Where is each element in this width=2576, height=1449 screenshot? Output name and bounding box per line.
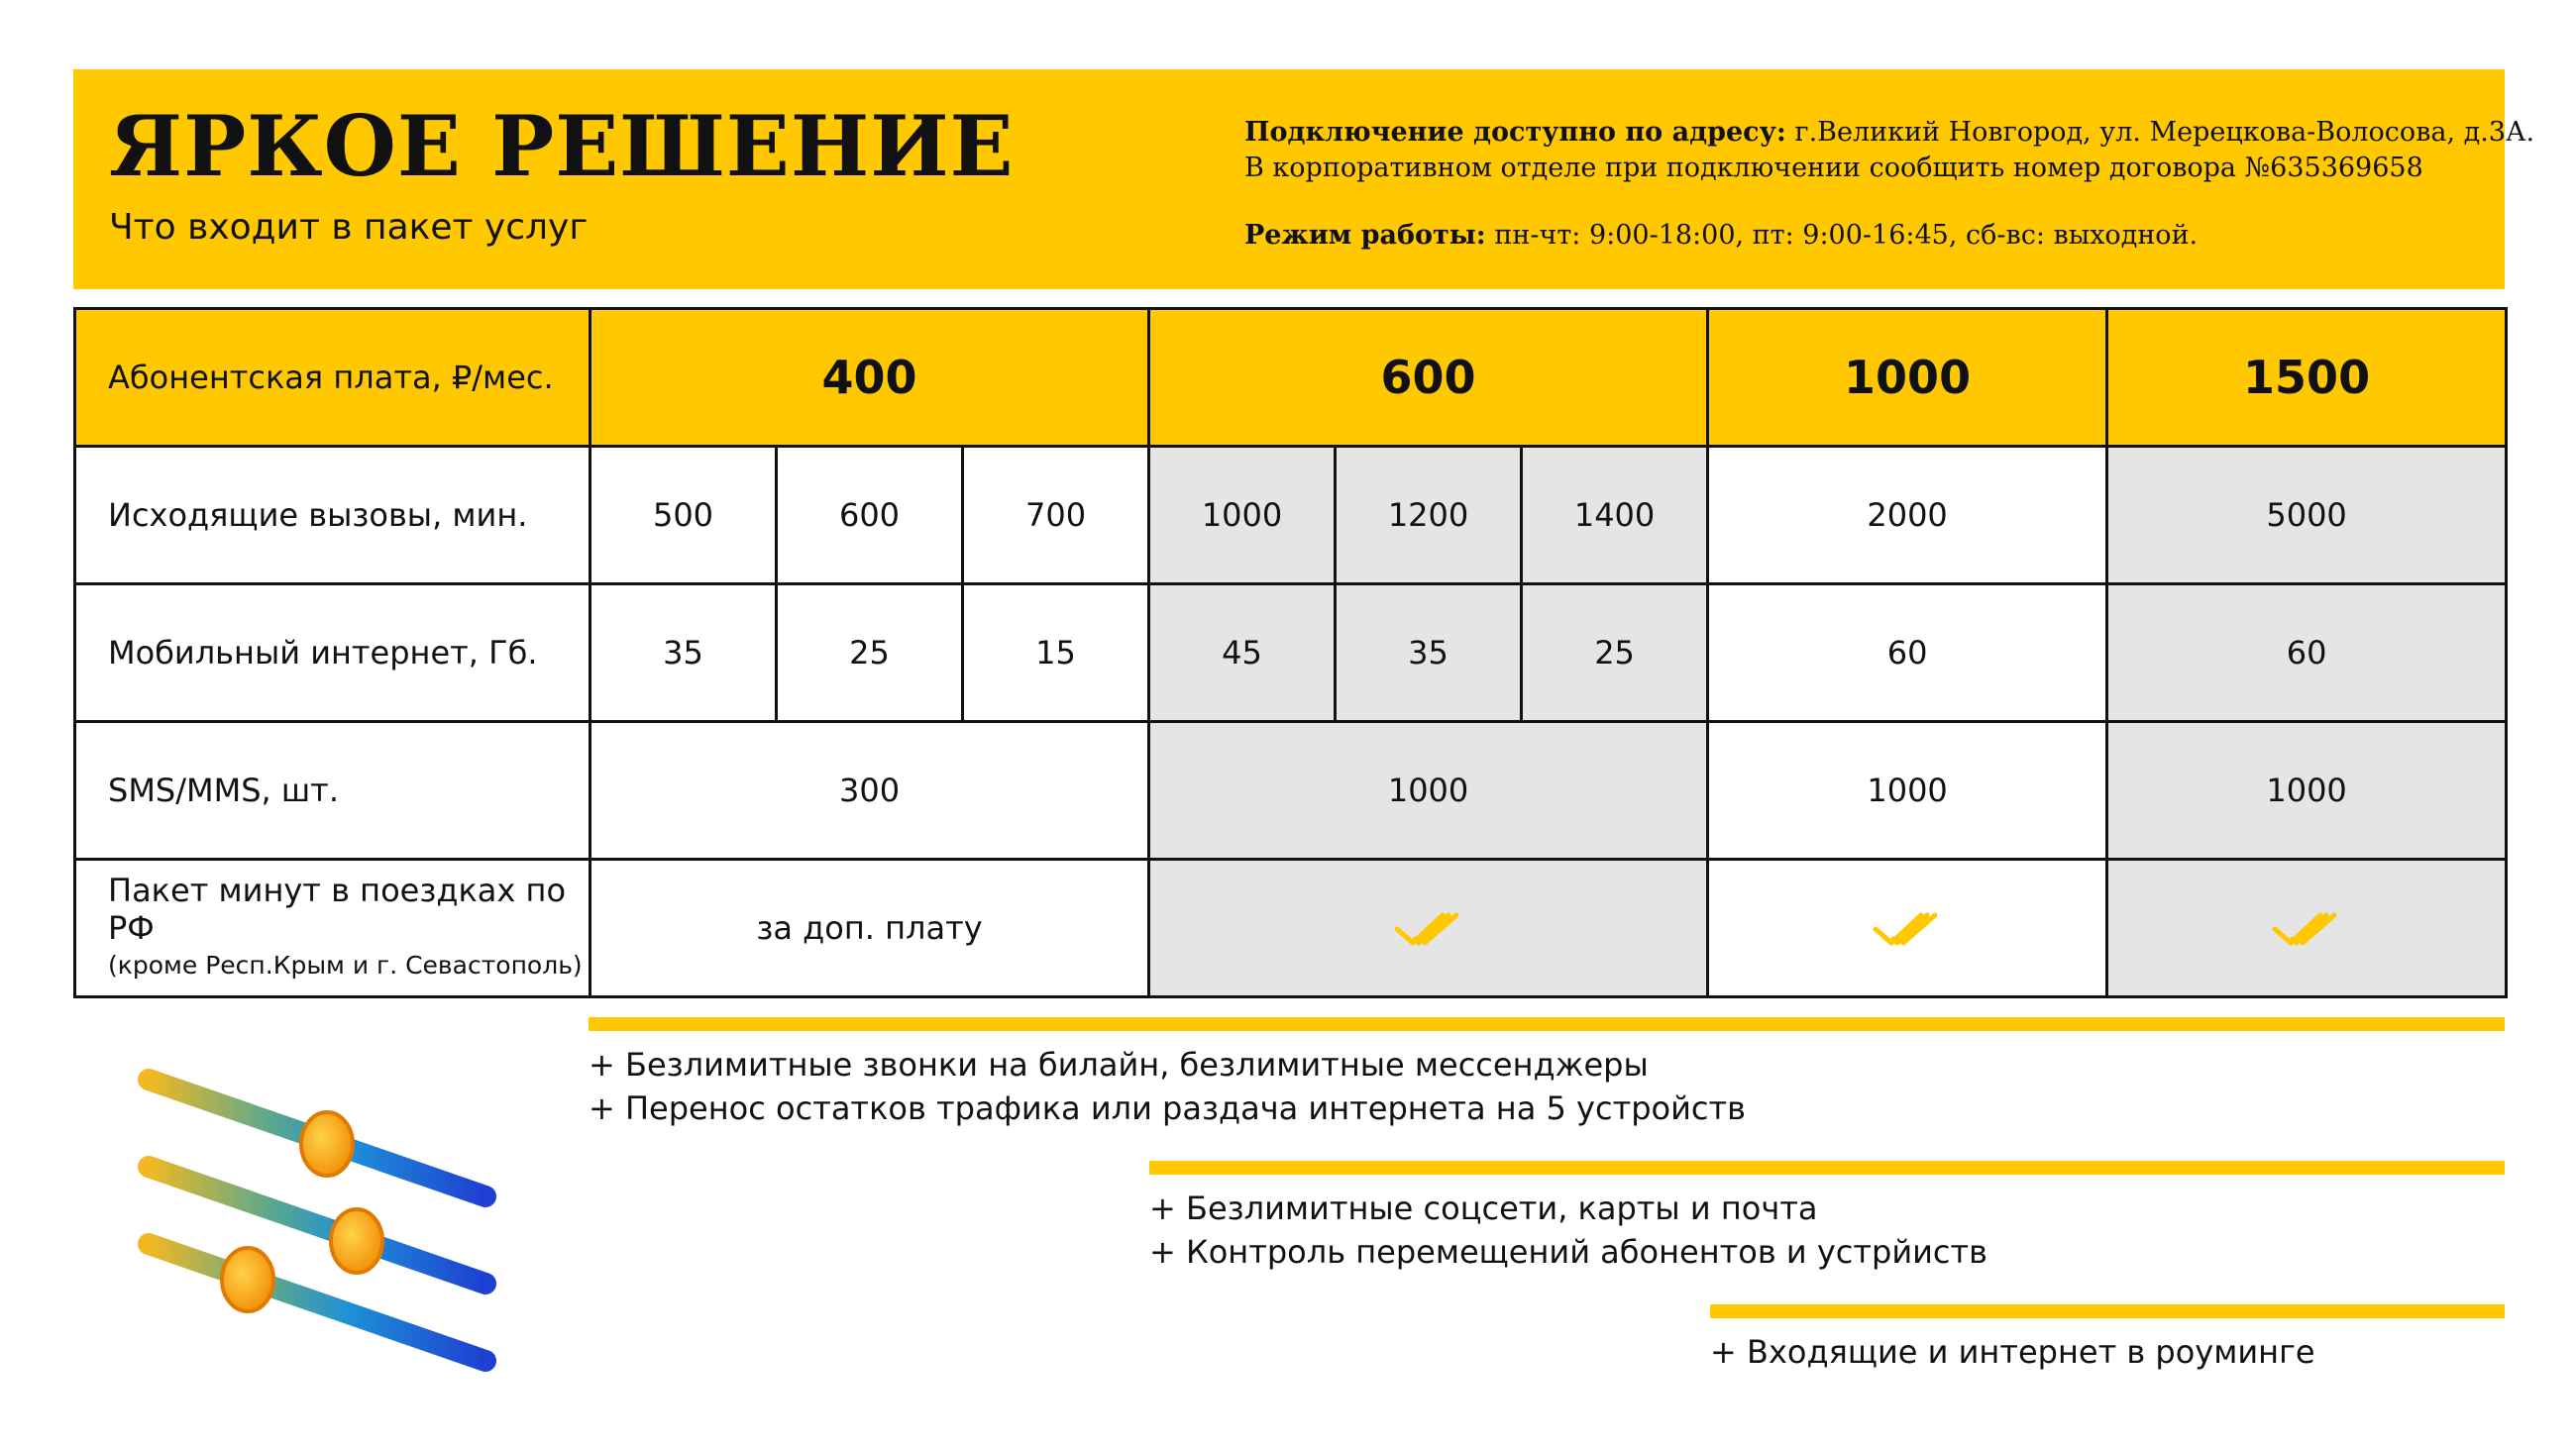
sliders-icon [129, 1050, 525, 1377]
internet-cell: 60 [1708, 584, 2107, 722]
calls-row [75, 447, 2507, 584]
calls-cell: 700 [963, 447, 1149, 584]
feature-item: + Перенос остатков трафика или раздача интернета на 5 устройств [589, 1089, 1746, 1127]
feature-item: + Входящие и интернет в роуминге [1710, 1333, 2315, 1371]
contract-note: В корпоративном отделе при подключении сообщить номер договора №635369658 [1244, 153, 2423, 183]
double-check-icon [1872, 909, 1943, 949]
calls-cell: 2000 [1708, 447, 2107, 584]
sms-row [75, 722, 2507, 860]
roaming-cell-1500 [2107, 860, 2507, 997]
calls-label: Исходящие вызовы, мин. [75, 447, 590, 584]
calls-cell: 1200 [1336, 447, 1522, 584]
tariff-table [73, 307, 2508, 998]
internet-cell: 25 [777, 584, 963, 722]
features-400 [589, 1043, 1746, 1130]
roaming-label [75, 860, 590, 997]
price-400: 400 [590, 309, 1149, 447]
price-1000: 1000 [1708, 309, 2107, 447]
features-1000 [1710, 1330, 2315, 1374]
calls-cell: 600 [777, 447, 963, 584]
address-label: Подключение доступно по адресу: [1244, 117, 1786, 148]
hours-line [1244, 218, 2493, 254]
sms-cell: 1000 [1708, 722, 2107, 860]
roaming-label-note: (кроме Респ.Крым и г. Севастополь) [108, 951, 583, 980]
feature-divider-400 [589, 1017, 2505, 1031]
fee-row [75, 309, 2507, 447]
connection-info [1244, 115, 2535, 254]
calls-cell: 5000 [2107, 447, 2507, 584]
header-banner [73, 69, 2535, 289]
roaming-cell-400: за доп. плату [590, 860, 1149, 997]
sms-cell: 1000 [1149, 722, 1708, 860]
sms-cell: 300 [590, 722, 1149, 860]
roaming-cell-1000 [1708, 860, 2107, 997]
internet-row [75, 584, 2507, 722]
price-600: 600 [1149, 309, 1708, 447]
calls-cell: 1400 [1522, 447, 1708, 584]
feature-item: + Безлимитные звонки на билайн, безлимитные мессенджеры [589, 1046, 1649, 1084]
page-title: ЯРКОЕ РЕШЕНИЕ [109, 97, 1015, 195]
roaming-cell-600 [1149, 860, 1708, 997]
internet-cell: 35 [1336, 584, 1522, 722]
page-subtitle: Что входит в пакет услуг [109, 207, 589, 248]
sms-cell: 1000 [2107, 722, 2507, 860]
feature-item: + Безлимитные соцсети, карты и почта [1149, 1190, 1818, 1227]
calls-cell: 500 [590, 447, 777, 584]
price-1500: 1500 [2107, 309, 2507, 447]
internet-cell: 35 [590, 584, 777, 722]
calls-cell: 1000 [1149, 447, 1336, 584]
internet-cell: 45 [1149, 584, 1336, 722]
double-check-icon [2271, 909, 2342, 949]
internet-label: Мобильный интернет, Гб. [75, 584, 590, 722]
internet-cell: 25 [1522, 584, 1708, 722]
internet-cell: 15 [963, 584, 1149, 722]
address-value: г.Великий Новгород, ул. Мерецкова-Волосова, д.3А. [1785, 117, 2535, 148]
sms-label: SMS/MMS, шт. [75, 722, 590, 860]
feature-divider-1000 [1710, 1304, 2505, 1318]
roaming-label-main: Пакет минут в поездках по РФ [108, 872, 567, 947]
hours-value: пн-чт: 9:00-18:00, пт: 9:00-16:45, сб-вс: выходной. [1485, 220, 2199, 251]
hours-label: Режим работы: [1244, 220, 1486, 251]
internet-cell: 60 [2107, 584, 2507, 722]
roaming-row [75, 860, 2507, 997]
feature-item: + Контроль перемещений абонентов и устрйиств [1149, 1233, 1988, 1271]
features-600 [1149, 1187, 1987, 1274]
feature-divider-600 [1149, 1161, 2505, 1175]
double-check-icon [1393, 909, 1464, 949]
fee-label: Абонентская плата, ₽/мес. [75, 309, 590, 447]
address-line [1244, 115, 2535, 151]
